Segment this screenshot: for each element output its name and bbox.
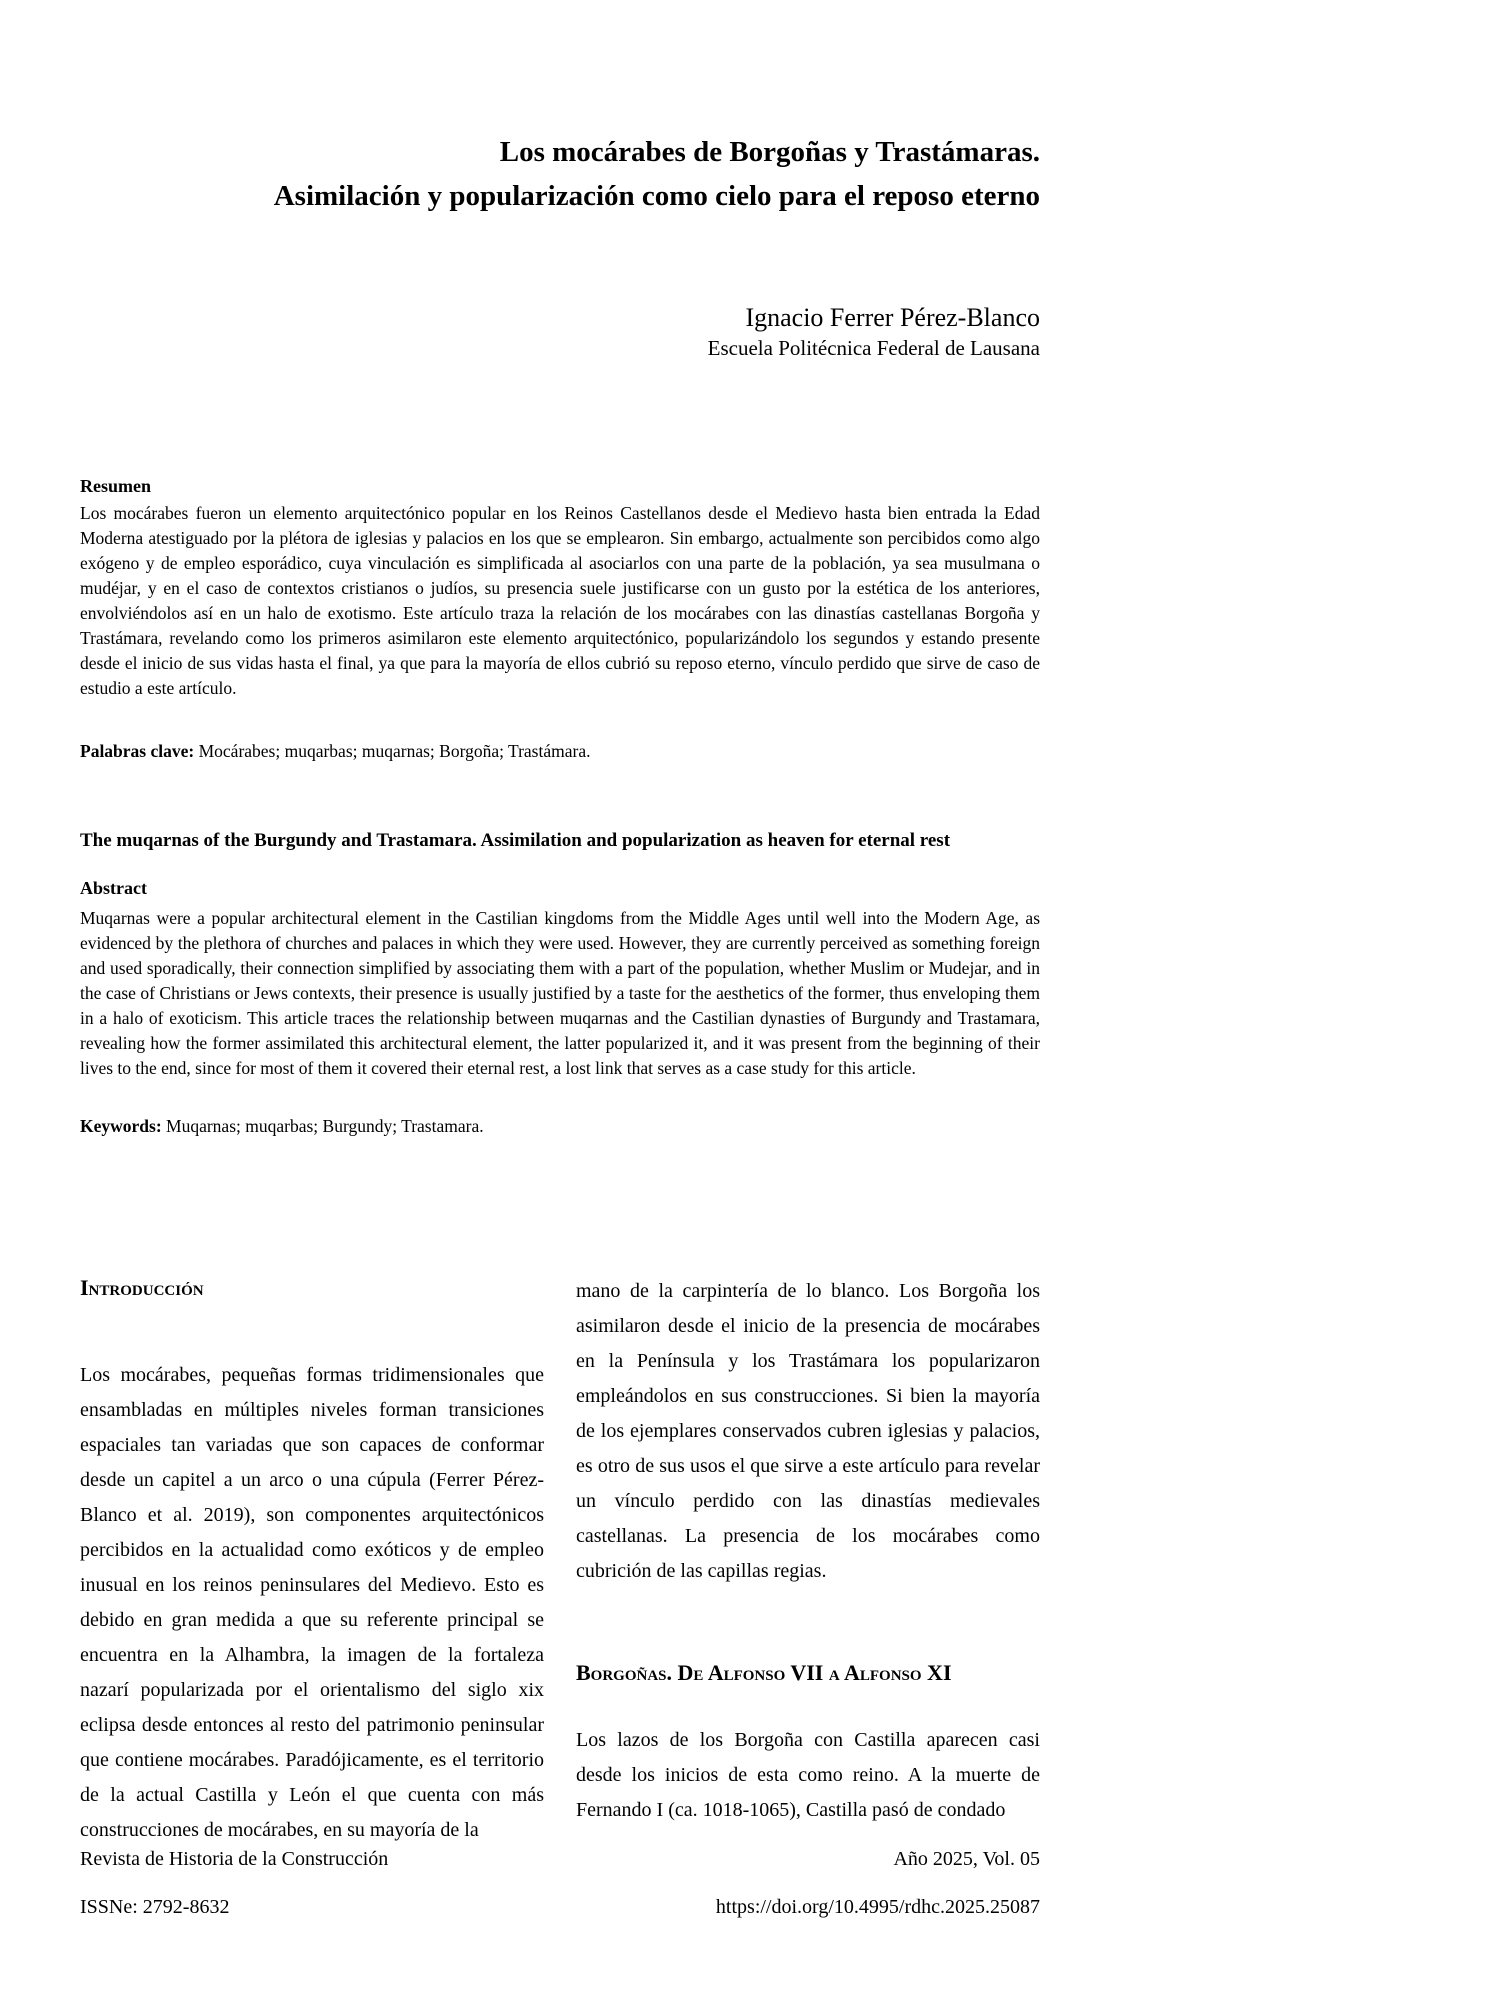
article-title-line1: Los mocárabes de Borgoñas y Trastámaras.: [499, 136, 1040, 168]
abstract-text: Muqarnas were a popular architectural element in the Castilian kingdoms from the Middle Ages until well into the Modern Age, as evidenced by the plethora of churches and palaces in which they were used. However, they are currently perceived as something foreign and used sporadically, their connection simplified by associating them with a part of the population, whether Muslim or Mudejar, and in the case of Christians or Jews contexts, their presence is usually justified by a taste for the aesthetics of the former, thus enveloping them in a halo of exoticism. This article traces the relationship between muqarnas and the Castilian dynasties of Burgundy and Trastamara, revealing how the former assimilated this architectural element, the latter popularized it, and it was present from the beginning of their lives to the end, since for most of them it covered their eternal rest, a lost link that serves as a case study for this article.: [80, 908, 1040, 1078]
keywords-label: Keywords:: [80, 1116, 162, 1136]
borgonas-section-paragraph: Los lazos de los Borgoña con Castilla aparecen casi desde los inicios de esta como reino. A la muerte de Fernando I (ca. 1018-1065), Castilla pasó de condado: [576, 1729, 1040, 1821]
palabras-clave-label: Palabras clave:: [80, 741, 195, 761]
article-title-line2: Asimilación y popularización como cielo para el reposo eterno: [273, 180, 1040, 212]
borgonas-section-heading: Borgoñas. De Alfonso VII a Alfonso XI: [576, 1660, 952, 1685]
journal-name: Revista de Historia de la Construcción: [80, 1848, 389, 1870]
footer-row-1: [80, 1845, 1040, 1873]
abstract-heading: Abstract: [80, 878, 147, 898]
volume-info: Año 2025, Vol. 05: [893, 1848, 1040, 1870]
continuation-paragraph: mano de la carpintería de lo blanco. Los Borgoña los asimilaron desde el inicio de la presencia de mocárabes en la Península y los Trastámara los popularizaron empleándolos en sus construcciones. Si bien la mayoría de los ejemplares conservados cubren iglesias y palacios, es otro de sus usos el que sirve a este artículo para revelar un vínculo perdido con las dinastías medievales castellanas. La presencia de los mocárabes como cubrición de las capillas regias.: [576, 1280, 1040, 1582]
footer-row-2: [80, 1893, 1040, 1921]
author-affiliation: Escuela Politécnica Federal de Lausana: [707, 336, 1040, 360]
page-footer: [80, 1845, 1040, 1921]
english-title: The muqarnas of the Burgundy and Trastamara. Assimilation and popularization as heaven for eternal rest: [80, 830, 951, 851]
author-name: Ignacio Ferrer Pérez-Blanco: [745, 303, 1040, 332]
article-title: [80, 0, 1040, 218]
resumen-text: Los mocárabes fueron un elemento arquitectónico popular en los Reinos Castellanos desde el Medievo hasta bien entrada la Edad Moderna atestiguado por la plétora de iglesias y palacios en los que se emplearon. Sin embargo, actualmente son percibidos como algo exógeno y de empleo esporádico, cuya vinculación es simplificada al asociarlos con una parte de la población, ya sea musulmana o mudéjar, y en el caso de contextos cristianos o judíos, su presencia suele justificarse con un gusto por la estética de los anteriores, envolviéndolos así en un halo de exotismo. Este artículo traza la relación de los mocárabes con las dinastías castellanas Borgoña y Trastámara, revelando como los primeros asimilaron este elemento arquitectónico, popularizándolo los segundos y estando presente desde el inicio de sus vidas hasta el final, ya que para la mayoría de ellos cubrió su reposo eterno, vínculo perdido que sirve de caso de estudio a este artículo.: [80, 503, 1040, 698]
page-content: [80, 0, 1040, 1848]
issn-text: ISSNe: 2792-8632: [80, 1896, 230, 1918]
doi-text: https://doi.org/10.4995/rdhc.2025.25087: [715, 1896, 1040, 1918]
right-column: [576, 1274, 1040, 1848]
introduction-heading: Introducción: [80, 1275, 204, 1300]
introduction-paragraph: Los mocárabes, pequeñas formas tridimensionales que ensambladas en múltiples niveles forman transiciones espaciales tan variadas que son capaces de conformar desde un capitel a un arco o una cúpula (Ferrer Pérez-Blanco et al. 2019), son componentes arquitectónicos percibidos en la actualidad como exóticos y de empleo inusual en los reinos peninsulares del Medievo. Esto es debido en gran medida a que su referente principal se encuentra en la Alhambra, la imagen de la fortaleza nazarí popularizada por el orientalismo del siglo xix eclipsa desde entonces al resto del patrimonio peninsular que contiene mocárabes. Paradójicamente, es el territorio de la actual Castilla y León el que cuenta con más construcciones de mocárabes, en su mayoría de la: [80, 1364, 544, 1841]
resumen-heading: Resumen: [80, 476, 151, 496]
palabras-clave-line: [80, 739, 1040, 764]
two-column-body: [80, 1274, 1040, 1848]
palabras-clave-text: Mocárabes; muqarbas; muqarnas; Borgoña; Trastámara.: [194, 741, 591, 761]
left-column: [80, 1274, 544, 1848]
keywords-line: [80, 1114, 1040, 1139]
author-block: [80, 302, 1040, 362]
keywords-text: Muqarnas; muqarbas; Burgundy; Trastamara.: [161, 1116, 484, 1136]
